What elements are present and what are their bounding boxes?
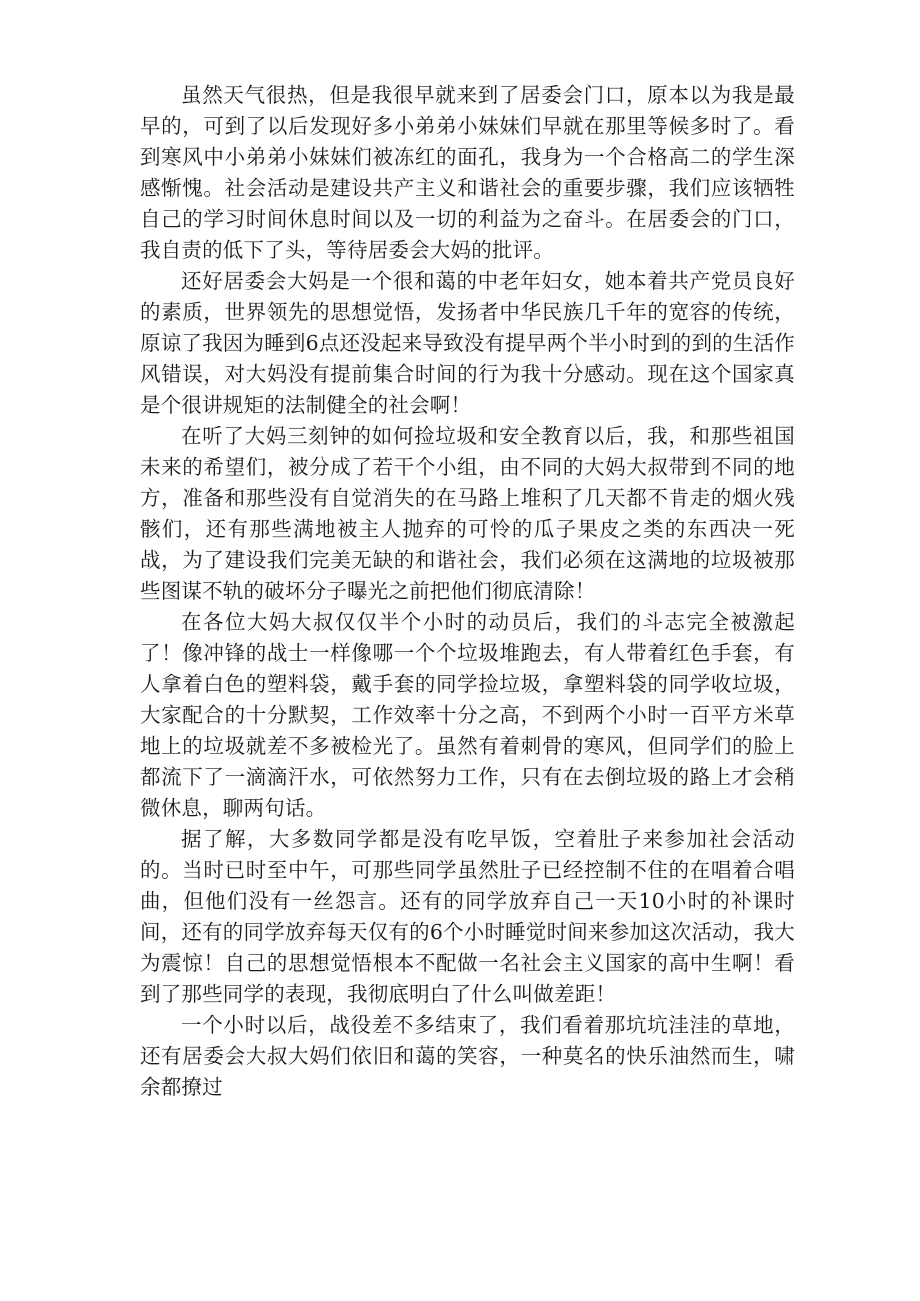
paragraph-2: 还好居委会大妈是一个很和蔼的中老年妇女，她本着共产党员良好的素质，世界领先的思想觉悟，发扬者中华民族几千年的宽容的传统，原谅了我因为睡到6点还没起来导致没有提早两个半小时到的到的生活作风错误，对大妈没有提前集合时间的行为我十分感动。现在这个国家真是个很讲规矩的法制健全的社会啊！ bbox=[140, 269, 795, 417]
document-body bbox=[140, 80, 795, 1103]
paragraph-4: 在各位大妈大叔仅仅半个小时的动员后，我们的斗志完全被激起了！像冲锋的战士一样像哪一个个垃圾堆跑去，有人带着红色手套，有人拿着白色的塑料袋，戴手套的同学捡垃圾，拿塑料袋的同学收垃圾，大家配合的十分默契，工作效率十分之高，不到两个小时一百平方米草地上的垃圾就差不多被检光了。虽然有着刺骨的寒风，但同学们的脸上都流下了一滴滴汗水，可依然努力工作，只有在去倒垃圾的路上才会稍微休息，聊两句话。 bbox=[140, 610, 795, 820]
paragraph-6: 一个小时以后，战役差不多结束了，我们看着那坑坑洼洼的草地，还有居委会大叔大妈们依旧和蔼的笑容，一种莫名的快乐油然而生，啸余都撩过 bbox=[140, 1013, 795, 1099]
paragraph-1: 虽然天气很热，但是我很早就来到了居委会门口，原本以为我是最早的，可到了以后发现好多小弟弟小妹妹们早就在那里等候多时了。看到寒风中小弟弟小妹妹们被冻红的面孔，我身为一个合格高二的学生深感惭愧。社会活动是建设共产主义和谐社会的重要步骤，我们应该牺牲自己的学习时间休息时间以及一切的利益为之奋斗。在居委会的门口，我自责的低下了头，等待居委会大妈的批评。 bbox=[140, 83, 795, 262]
paragraph-3: 在听了大妈三刻钟的如何捡垃圾和安全教育以后，我，和那些祖国未来的希望们，被分成了若干个小组，由不同的大妈大叔带到不同的地方，准备和那些没有自觉消失的在马路上堆积了几天都不肯走的烟火残骸们，还有那些满地被主人抛弃的可怜的瓜子果皮之类的东西决一死战，为了建设我们完美无缺的和谐社会，我们必须在这满地的垃圾被那些图谋不轨的破坏分子曝光之前把他们彻底清除！ bbox=[140, 424, 795, 603]
paragraph-5: 据了解，大多数同学都是没有吃早饭，空着肚子来参加社会活动的。当时已时至中午，可那些同学虽然肚子已经控制不住的在唱着合唱曲，但他们没有一丝怨言。还有的同学放弃自己一天10小时的补课时间，还有的同学放弃每天仅有的6个小时睡觉时间来参加这次活动，我大为震惊！自己的思想觉悟根本不配做一名社会主义国家的高中生啊！看到了那些同学的表现，我彻底明白了什么叫做差距！ bbox=[140, 827, 795, 1006]
